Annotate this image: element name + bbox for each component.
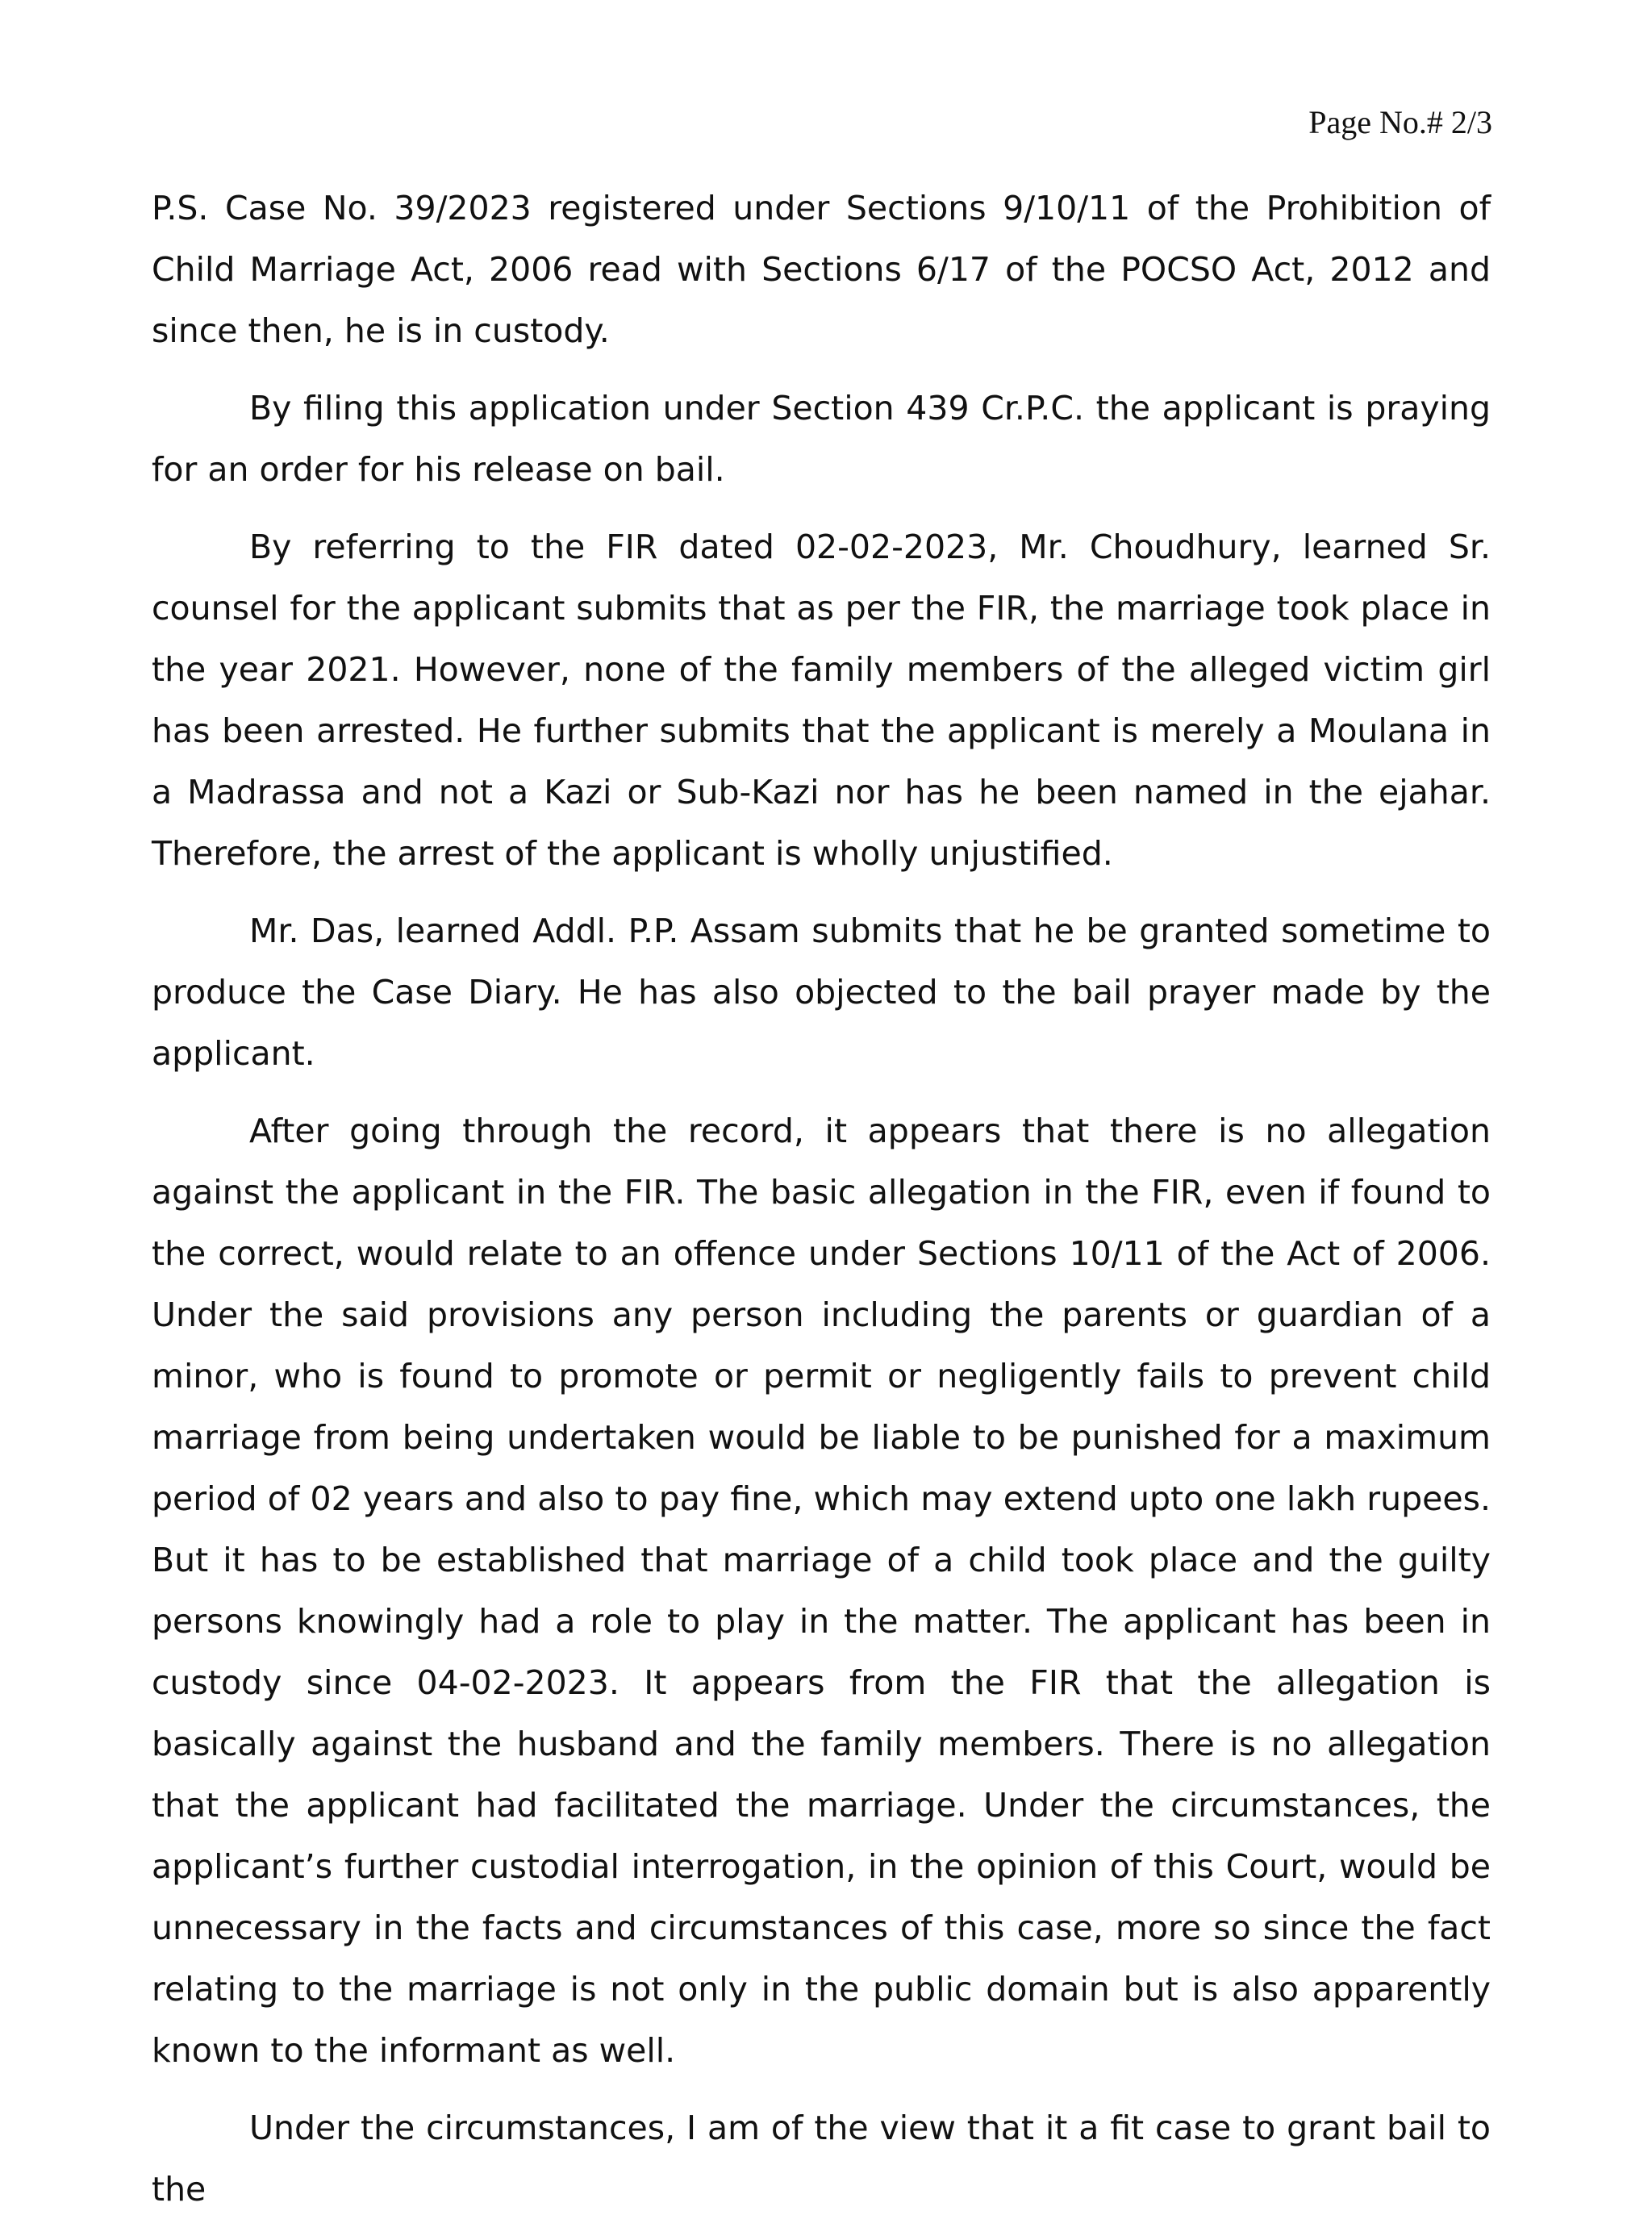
paragraph-bail-application: By filing this application under Section 439 Cr.P.C. the applicant is praying for an order for his release on bail. [152, 389, 1491, 489]
paragraph-counsel-submission: By referring to the FIR dated 02-02-2023, Mr. Choudhury, learned Sr. counsel for the applicant submits that as per the FIR, the marriage took place in the year 2021. However, none of the family members of the alleged victim girl has been arrested. He further submits that the applicant is merely a Moulana in a Madrassa and not a Kazi or Sub-Kazi nor has he been named in the ejahar. Therefore, the arrest of the applicant is wholly unjustified. [152, 528, 1491, 873]
paragraph-bail-conclusion: Under the circumstances, I am of the view that it a fit case to grant bail to the [152, 2109, 1491, 2209]
page-number: Page No.# 2/3 [1308, 104, 1492, 140]
paragraph-case-registration: P.S. Case No. 39/2023 registered under Sections 9/10/11 of the Prohibition of Child Marriage Act, 2006 read with Sections 6/17 of the POCSO Act, 2012 and since then, he is in custody. [152, 189, 1491, 350]
document-body [152, 177, 1491, 2236]
paragraph-court-observation: After going through the record, it appears that there is no allegation against the applicant in the FIR. The basic allegation in the FIR, even if found to the correct, would relate to an offence under Sections 10/11 of the Act of 2006. Under the said provisions any person including the parents or guardian of a minor, who is found to promote or permit or negligently fails to prevent child marriage from being undertaken would be liable to be punished for a maximum period of 02 years and also to pay fine, which may extend upto one lakh rupees. But it has to be established that marriage of a child took place and the guilty persons knowingly had a role to play in the matter. The applicant has been in custody since 04-02-2023. It appears from the FIR that the allegation is basically against the husband and the family members. There is no allegation that the applicant had facilitated the marriage. Under the circumstances, the applicant’s further custodial interrogation, in the opinion of this Court, would be unnecessary in the facts and circumstances of this case, more so since the fact relating to the marriage is not only in the public domain but is also apparently known to the informant as well. [152, 1112, 1491, 2070]
paragraph-prosecution-submission: Mr. Das, learned Addl. P.P. Assam submits that he be granted sometime to produce the Case Diary. He has also objected to the bail prayer made by the applicant. [152, 912, 1491, 1073]
